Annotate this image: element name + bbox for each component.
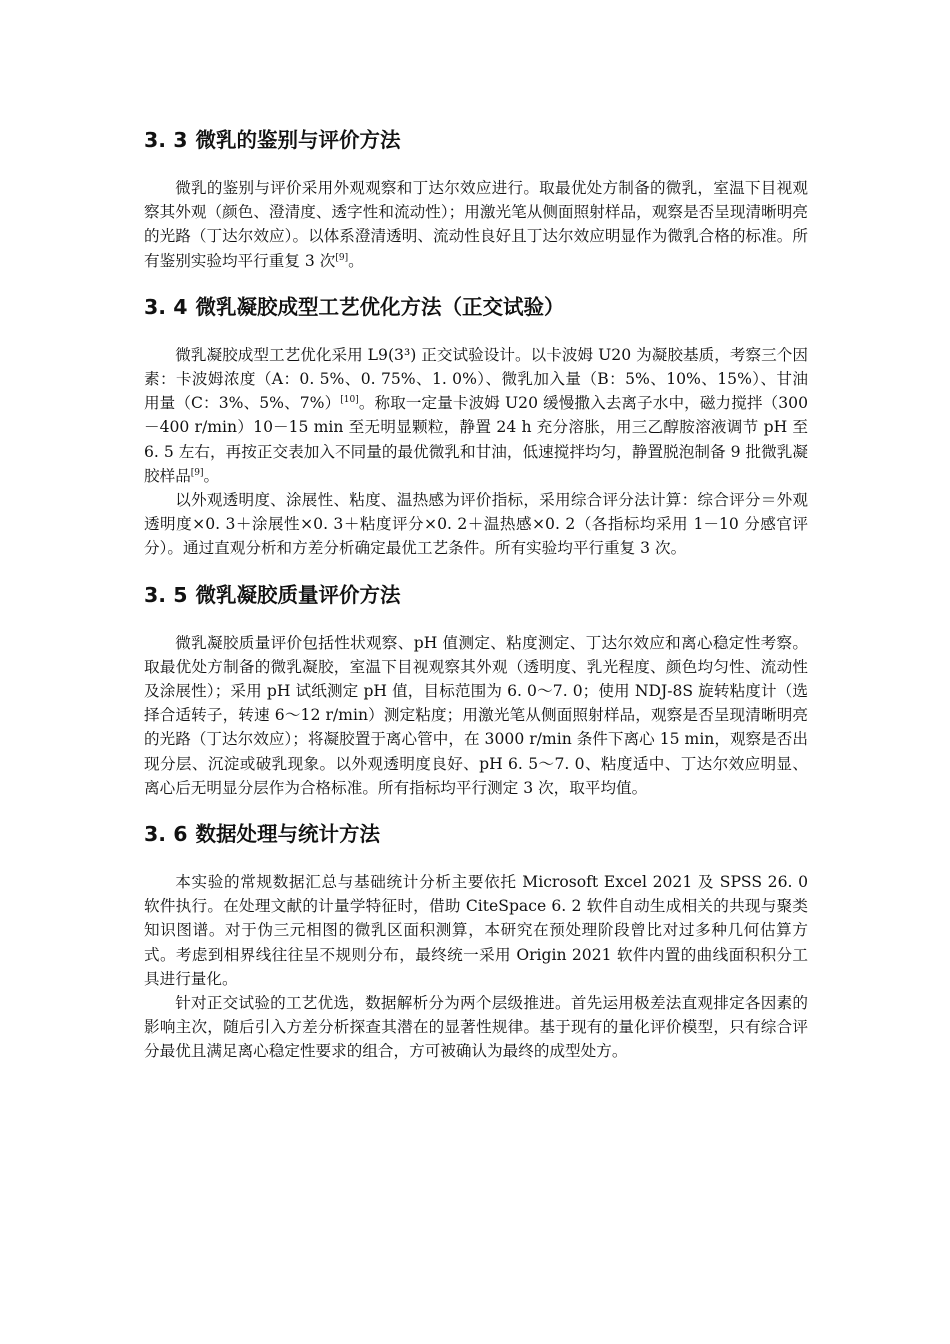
section-heading	[144, 124, 808, 156]
paragraph-text: 微乳的鉴别与评价采用外观观察和丁达尔效应进行。取最优处方制备的微乳，室温下目视观察其外观（颜色、澄清度、透字性和流动性）；用激光笔从侧面照射样品，观察是否呈现清晰明亮的光路（丁达尔效应）。以体系澄清透明、流动性良好且丁达尔效应明显作为微乳合格的标准。所有鉴别实验均平行重复 3 次	[144, 179, 808, 270]
section-number: 3. 3	[144, 128, 188, 152]
section-3-4	[144, 291, 808, 561]
paragraph	[144, 343, 808, 488]
paragraph: 以外观透明度、涂展性、粘度、温热感为评价指标，采用综合评分法计算：综合评分＝外观透明度×0. 3＋涂展性×0. 3＋粘度评分×0. 2＋温热感×0. 2（各指标均采用 1－10 分感官评分）。通过直观分析和方差分析确定最优工艺条件。所有实验均平行重复 3 次。	[144, 491, 808, 558]
citation-ref: [9]	[335, 252, 349, 263]
section-title: 数据处理与统计方法	[195, 822, 380, 847]
citation-ref: [9]	[190, 467, 204, 478]
citation-ref: [10]	[340, 395, 359, 406]
section-number: 3. 5	[144, 582, 188, 607]
section-number: 3. 4	[144, 294, 188, 319]
paragraph: 本实验的常规数据汇总与基础统计分析主要依托 Microsoft Excel 2021 及 SPSS 26. 0 软件执行。在处理文献的计量学特征时，借助 CiteSpace 6. 2 软件自动生成相关的共现与聚类知识图谱。对于伪三元相图的微乳区面积测算，本研究在预处理阶段曾比对过多种几何估算方式。考虑到相界线往往呈不规则分布，最终统一采用 Origin 2021 软件内置的曲线面积积分工具进行量化。	[144, 873, 808, 988]
section-title: 微乳的鉴别与评价方法	[195, 128, 401, 152]
paragraph-text: 微乳凝胶成型工艺优化采用 L9(3³) 正交试验设计。以卡波姆 U20 为凝胶基质，考察三个因素：卡波姆浓度（A：0. 5%、0. 75%、1. 0%）、微乳加入量（B：5%、10%、15%）、甘油用量（C：3%、5%、7%）	[144, 345, 808, 413]
section-title: 微乳凝胶质量评价方法	[195, 582, 401, 607]
paragraph-text: 。	[203, 466, 220, 485]
paragraph-text: 。称取一定量卡波姆 U20 缓慢撒入去离子水中，磁力搅拌（300－400 r/min）10－15 min 至无明显颗粒，静置 24 h 充分溶胀，用三乙醇胺溶液调节 pH 至 6. 5 左右，再按正交表加入不同量的最优微乳和甘油，低速搅拌均匀，静置脱泡制备 9 批微乳凝胶样品	[144, 394, 808, 485]
section-3-3	[144, 124, 808, 273]
section-number: 3. 6	[144, 822, 188, 847]
paragraph: 针对正交试验的工艺优选，数据解析分为两个层级推进。首先运用极差法直观排定各因素的影响主次，随后引入方差分析探查其潜在的显著性规律。基于现有的量化评价模型，只有综合评分最优且满足离心稳定性要求的组合，方可被确认为最终的成型处方。	[144, 994, 808, 1061]
paragraph-text: 。	[348, 251, 364, 270]
page-content	[144, 124, 808, 1082]
section-title: 微乳凝胶成型工艺优化方法（正交试验）	[195, 294, 565, 319]
paragraph: 微乳凝胶质量评价包括性状观察、pH 值测定、粘度测定、丁达尔效应和离心稳定性考察。取最优处方制备的微乳凝胶，室温下目视观察其外观（透明度、乳光程度、颜色均匀性、流动性及涂展性）；采用 pH 试纸测定 pH 值，目标范围为 6. 0～7. 0；使用 NDJ-8S 旋转粘度计（选择合适转子，转速 6～12 r/min）测定粘度；用激光笔从侧面照射样品，观察是否呈现清晰明亮的光路（丁达尔效应）；将凝胶置于离心管中，在 3000 r/min 条件下离心 15 min，观察是否出现分层、沉淀或破乳现象。以外观透明度良好、pH 6. 5～7. 0、粘度适中、丁达尔效应明显、离心后无明显分层作为合格标准。所有指标均平行测定 3 次，取平均值。	[144, 633, 808, 797]
section-heading	[144, 579, 808, 611]
section-3-6	[144, 818, 808, 1064]
section-3-5	[144, 579, 808, 800]
section-heading	[144, 818, 808, 850]
section-heading	[144, 291, 808, 323]
paragraph	[144, 176, 808, 273]
